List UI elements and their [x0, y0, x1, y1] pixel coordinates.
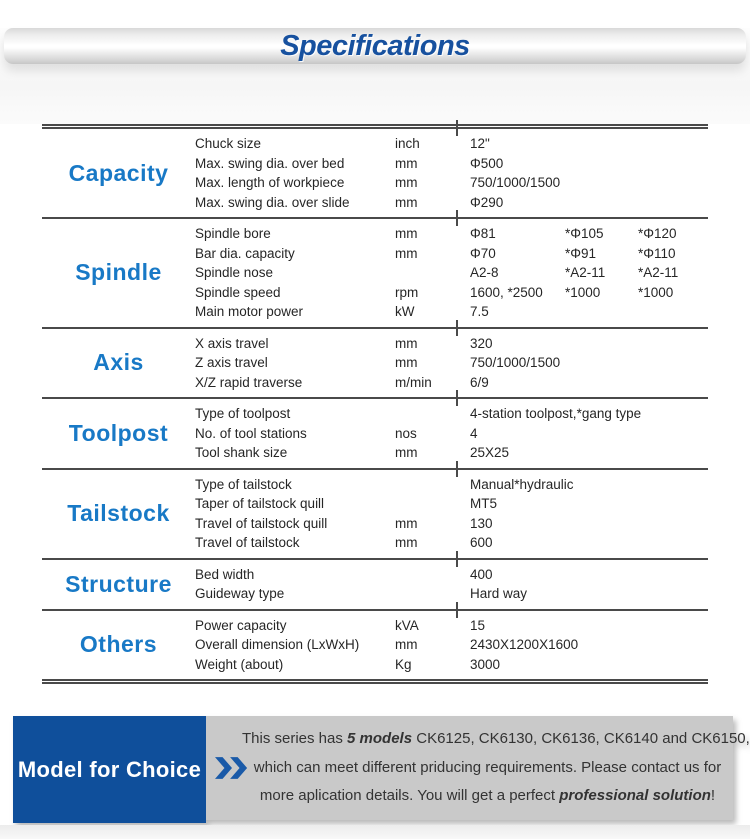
spec-unit: rpm	[395, 284, 419, 300]
spec-value: 600	[470, 535, 493, 551]
spec-value: 4-station toolpost,*gang type	[470, 406, 642, 422]
table-row	[195, 494, 708, 514]
spec-label: Spindle speed	[195, 284, 281, 300]
spec-values	[470, 136, 565, 151]
banner-text	[242, 725, 750, 811]
spec-value: 130	[470, 515, 493, 531]
spec-unit: nos	[395, 425, 417, 441]
section-title: Spindle	[75, 259, 162, 286]
banner-text-segment: more aplication details. You will get a perfect	[259, 787, 560, 805]
spec-values	[470, 265, 678, 280]
section-title: Capacity	[68, 159, 169, 186]
spec-value: *A2-11	[638, 265, 679, 281]
spec-section-capacity	[42, 129, 708, 217]
table-row	[195, 475, 708, 495]
spec-unit: mm	[395, 194, 418, 210]
spec-value: A2-8	[470, 265, 499, 281]
spec-values	[470, 336, 565, 351]
spec-value: 6/9	[470, 374, 489, 390]
section-rows	[195, 134, 708, 212]
spec-values	[470, 618, 565, 633]
spec-label: Tool shank size	[195, 445, 288, 461]
table-row	[195, 533, 708, 553]
spec-value: *Φ91	[565, 245, 597, 261]
table-row	[195, 565, 708, 585]
spec-values	[470, 426, 565, 441]
table-row	[195, 584, 708, 604]
spec-section-structure	[42, 558, 708, 609]
spec-value: 750/1000/1500	[470, 175, 561, 191]
spec-label: Max. swing dia. over bed	[195, 155, 345, 171]
spec-value: 25X25	[470, 445, 510, 461]
banner-text-box	[206, 716, 750, 820]
banner-title: Model for Choice	[17, 756, 202, 782]
spec-values	[470, 406, 642, 422]
section-title: Toolpost	[68, 419, 169, 446]
section-rows	[195, 404, 708, 463]
spec-value: 3000	[470, 656, 501, 672]
banner-line	[242, 754, 733, 783]
spec-label: Type of toolpost	[195, 406, 291, 422]
spec-value: 400	[470, 566, 493, 582]
spec-values	[470, 657, 565, 672]
table-row	[195, 404, 708, 424]
spec-unit: inch	[395, 136, 420, 152]
spec-values	[470, 567, 565, 582]
spec-label: Z axis travel	[195, 355, 268, 371]
spec-value: *1000	[565, 284, 601, 300]
page-header	[0, 28, 750, 124]
spec-label: Guideway type	[195, 586, 285, 602]
spec-label: X/Z rapid traverse	[195, 374, 303, 390]
table-row	[195, 154, 708, 174]
table-row	[195, 173, 708, 193]
bottom-strip	[0, 825, 750, 839]
spec-unit: mm	[395, 355, 418, 371]
spec-value: Φ70	[470, 245, 496, 261]
banner-text-segment: which can meet different priducing requirements. Please contact us for	[253, 758, 722, 776]
table-row	[195, 283, 708, 303]
table-row	[195, 244, 708, 264]
double-chevron-right-icon	[215, 757, 249, 780]
spec-values	[470, 226, 677, 241]
spec-unit: kW	[395, 304, 415, 320]
table-row	[195, 353, 708, 373]
table-row	[195, 655, 708, 675]
table-row	[195, 334, 708, 354]
spec-unit: mm	[395, 637, 418, 653]
spec-unit: m/min	[395, 374, 432, 390]
spec-label: No. of tool stations	[195, 425, 307, 441]
spec-values	[470, 175, 565, 190]
spec-values	[470, 496, 565, 511]
section-rows	[195, 565, 708, 604]
table-row	[195, 263, 708, 283]
spec-value: 15	[470, 617, 486, 633]
table-row	[195, 514, 708, 534]
table-row	[195, 134, 708, 154]
page	[0, 28, 750, 805]
model-choice-banner	[13, 716, 750, 823]
spec-label: Travel of tailstock	[195, 535, 300, 551]
spec-unit: mm	[395, 515, 418, 531]
spec-value: *1000	[638, 284, 674, 300]
banner-text-segment: !	[710, 787, 716, 805]
spec-unit: Kg	[395, 656, 412, 672]
spec-value: 4	[470, 425, 478, 441]
spec-label: Type of tailstock	[195, 476, 292, 492]
spec-label: Max. swing dia. over slide	[195, 194, 350, 210]
spec-unit: mm	[395, 245, 418, 261]
section-rows	[195, 224, 708, 322]
spec-value: *Φ110	[638, 245, 676, 261]
spec-values	[470, 355, 565, 370]
table-row	[195, 373, 708, 393]
spec-label: Max. length of workpiece	[195, 175, 345, 191]
spec-label: Taper of tailstock quill	[195, 496, 325, 512]
spec-label: Spindle bore	[195, 226, 271, 242]
spec-section-others	[42, 609, 708, 680]
spec-section-toolpost	[42, 397, 708, 468]
spec-value: 750/1000/1500	[470, 355, 561, 371]
spec-value: 7.5	[470, 304, 489, 320]
spec-label: Bed width	[195, 566, 255, 582]
spec-value: 320	[470, 335, 493, 351]
spec-value: *A2-11	[565, 265, 606, 281]
title-bar	[4, 28, 746, 64]
spec-value: Φ500	[470, 155, 504, 171]
spec-value: Φ81	[470, 226, 496, 242]
spec-label: Travel of tailstock quill	[195, 515, 328, 531]
table-row	[195, 443, 708, 463]
spec-values	[470, 195, 565, 210]
spec-value: *Φ105	[565, 226, 604, 242]
spec-unit: mm	[395, 445, 418, 461]
section-title: Tailstock	[67, 500, 170, 526]
spec-label: Spindle nose	[195, 265, 274, 281]
section-rows	[195, 616, 708, 675]
table-row	[195, 635, 708, 655]
spec-unit: mm	[395, 335, 418, 351]
spec-label: Chuck size	[195, 136, 262, 152]
spec-section-axis	[42, 327, 708, 398]
spec-values	[470, 375, 565, 390]
spec-unit: mm	[395, 155, 418, 171]
spec-values	[470, 476, 574, 492]
section-title: Structure	[65, 570, 172, 597]
spec-label: Weight (about)	[195, 656, 284, 672]
spec-value: Hard way	[470, 586, 528, 602]
spec-values	[470, 516, 565, 531]
spec-value: 2430X1200X1600	[470, 637, 579, 653]
table-row	[195, 193, 708, 213]
spec-values	[470, 156, 565, 171]
banner-text-segment: This series has	[242, 730, 348, 748]
spec-label: X axis travel	[195, 335, 269, 351]
banner-title-box	[13, 716, 206, 823]
spec-label: Overall dimension (LxWxH)	[195, 637, 360, 653]
section-title: Others	[79, 631, 158, 658]
banner-text-segment: CK6125, CK6130, CK6136, CK6140 and CK6150,	[412, 730, 750, 748]
table-row	[195, 224, 708, 244]
spec-values	[470, 285, 673, 300]
section-title: Axis	[93, 349, 144, 376]
spec-label: Power capacity	[195, 617, 287, 633]
page-title: Specifications	[280, 29, 470, 62]
spec-value: 12"	[470, 136, 490, 152]
spec-value: *Φ120	[638, 226, 677, 242]
spec-values	[470, 586, 565, 601]
spec-value: Manual*hydraulic	[470, 476, 574, 492]
spec-values	[470, 246, 676, 261]
spec-section-tailstock	[42, 468, 708, 558]
section-rows	[195, 475, 708, 553]
section-rows	[195, 334, 708, 393]
banner-text-emphasis: professional solution	[559, 787, 711, 805]
spec-values	[470, 445, 565, 460]
spec-value: 1600, *2500	[470, 284, 543, 300]
table-row	[195, 616, 708, 636]
spec-label: Main motor power	[195, 304, 304, 320]
spec-unit: kVA	[395, 617, 419, 633]
spec-value: Φ290	[470, 194, 504, 210]
table-row	[195, 424, 708, 444]
spec-values	[470, 637, 579, 653]
spec-table	[42, 124, 708, 684]
spec-unit: mm	[395, 535, 418, 551]
spec-unit: mm	[395, 226, 418, 242]
spec-value: MT5	[470, 496, 497, 512]
banner-line	[242, 725, 750, 754]
spec-section-spindle	[42, 217, 708, 327]
banner-text-emphasis: 5 models	[347, 730, 413, 748]
banner-line	[242, 782, 733, 811]
table-row	[195, 302, 708, 322]
spec-values	[470, 304, 565, 319]
spec-values	[470, 535, 565, 550]
spec-label: Bar dia. capacity	[195, 245, 295, 261]
spec-unit: mm	[395, 175, 418, 191]
